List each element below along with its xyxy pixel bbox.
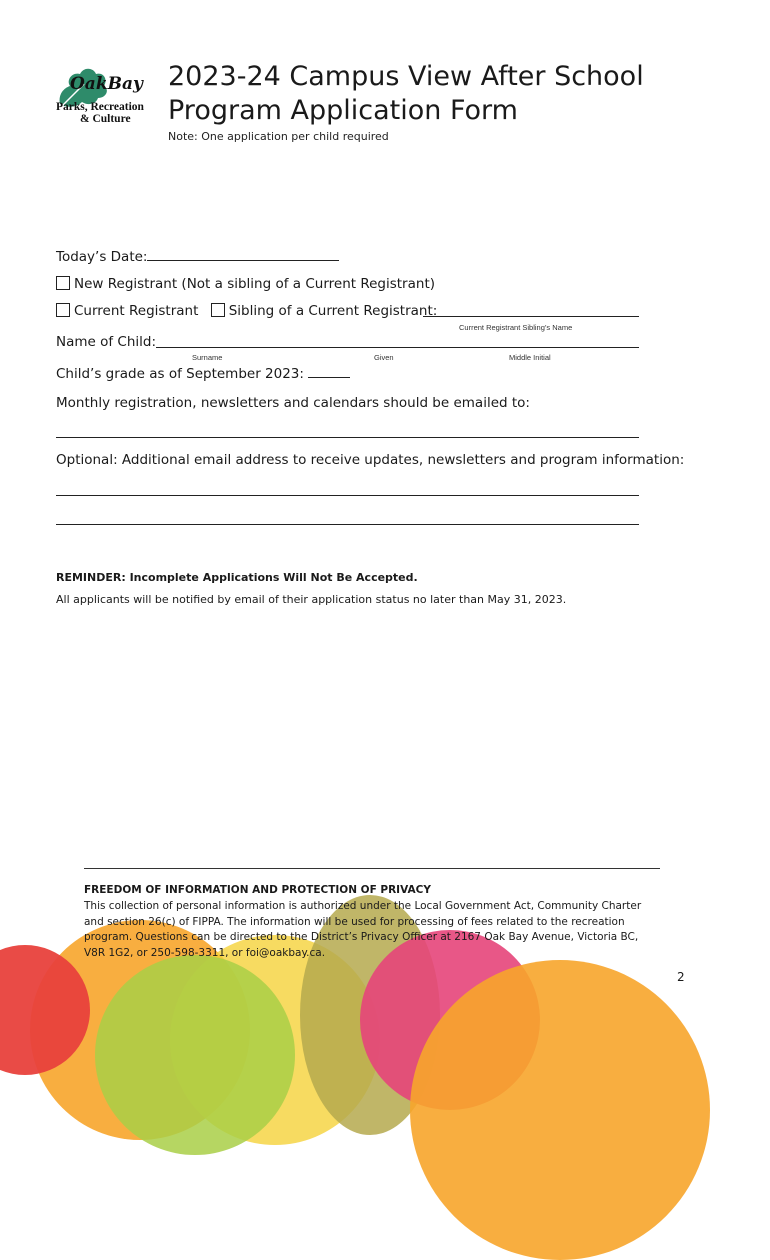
sibling-name-field[interactable] xyxy=(423,316,639,317)
notification-notice: All applicants will be notified by email of their application status no later than May 31, 2023. xyxy=(56,593,567,606)
divider xyxy=(84,868,660,869)
foi-line2: and section 26(c) of FIPPA. The information will be used for processing of fees related to the recreation xyxy=(84,915,625,928)
sibling-caption: Current Registrant Sibling’s Name xyxy=(459,323,573,332)
todays-date-field[interactable] xyxy=(147,248,339,261)
sibling-checkbox[interactable] xyxy=(211,303,225,317)
page-title xyxy=(168,60,728,128)
child-name-field[interactable] xyxy=(156,347,639,348)
child-name-label: Name of Child: xyxy=(56,334,157,350)
child-name-row xyxy=(56,334,156,350)
new-registrant-label: New Registrant (Not a sibling of a Current Registrant) xyxy=(74,276,435,292)
current-registrant-row xyxy=(56,303,437,319)
optional-email-label: Optional: Additional email address to receive updates, newsletters and program information: xyxy=(56,452,685,468)
logo-line1: Parks, Recreation xyxy=(56,101,144,113)
foi-line4: V8R 1G2, or 250-598-3311, or foi@oakbay.ca. xyxy=(84,946,326,959)
decor-circle-orange-right xyxy=(410,960,710,1260)
email-label: Monthly registration, newsletters and calendars should be emailed to: xyxy=(56,395,530,411)
given-caption: Given xyxy=(374,353,394,362)
email-field[interactable] xyxy=(56,437,639,438)
todays-date-row xyxy=(56,248,339,265)
grade-label: Child’s grade as of September 2023: xyxy=(56,366,304,382)
title-line1: 2023-24 Campus View After School xyxy=(168,61,644,92)
oak-bay-logo xyxy=(54,62,154,126)
foi-line1: This collection of personal information is authorized under the Local Government Act, Community Charter xyxy=(84,900,642,912)
todays-date-label: Today’s Date: xyxy=(56,249,148,265)
new-registrant-row xyxy=(56,276,435,292)
sibling-label: Sibling of a Current Registrant: xyxy=(228,303,438,319)
title-line2: Program Application Form xyxy=(168,95,518,126)
foi-heading: FREEDOM OF INFORMATION AND PROTECTION OF PRIVACY xyxy=(84,884,431,896)
grade-field[interactable] xyxy=(308,365,350,378)
header-note: Note: One application per child required xyxy=(168,130,389,143)
optional-email-field-1[interactable] xyxy=(56,495,639,496)
current-registrant-label: Current Registrant xyxy=(74,303,199,319)
optional-email-field-2[interactable] xyxy=(56,524,639,525)
logo-line2: & Culture xyxy=(80,113,131,125)
decor-circle-green xyxy=(95,955,295,1155)
surname-caption: Surname xyxy=(192,353,223,362)
logo-script-text: OakBay xyxy=(70,74,143,94)
foi-body xyxy=(84,899,674,961)
reminder-heading: REMINDER: Incomplete Applications Will Not Be Accepted. xyxy=(56,571,418,584)
foi-line3: program. Questions can be directed to the District’s Privacy Officer at 2167 Oak Bay Avenue, Victoria BC, xyxy=(84,931,639,943)
page-number: 2 xyxy=(677,970,685,984)
middle-initial-caption: Middle Initial xyxy=(509,353,551,362)
grade-row xyxy=(56,365,350,382)
new-registrant-checkbox[interactable] xyxy=(56,276,70,290)
current-registrant-checkbox[interactable] xyxy=(56,303,70,317)
